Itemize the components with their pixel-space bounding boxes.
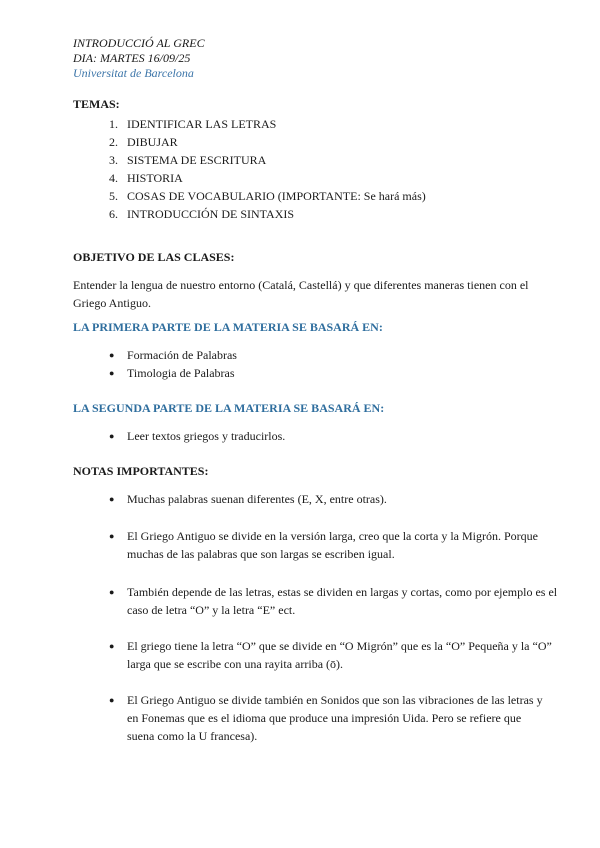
bullet-dot-icon: ● [109, 431, 115, 441]
note-line: También depende de las letras, estas se dividen en largas y cortas, como por ejemplo es el [127, 585, 558, 599]
note-line: Muchas palabras suenan diferentes (E, X, entre otras). [127, 492, 387, 506]
bullet-dot-icon: ● [109, 641, 115, 651]
list-item: COSAS DE VOCABULARIO (IMPORTANTE: Se hará más) [127, 189, 426, 203]
objetivo-text-line: Griego Antiguo. [73, 296, 151, 310]
bullet-dot-icon: ● [109, 695, 115, 705]
list-item: Formación de Palabras [127, 348, 237, 362]
note-line: suena como la U francesa). [127, 729, 258, 743]
list-number: 2. [109, 135, 118, 149]
segunda-parte-heading: LA SEGUNDA PARTE DE LA MATERIA SE BASARÁ EN: [73, 401, 385, 415]
note-line: El Griego Antiguo se divide también en Sonidos que son las vibraciones de las letras y [127, 693, 543, 707]
list-number: 4. [109, 171, 118, 185]
note-line: El griego tiene la letra “O” que se divide en “O Migrón” que es la “O” Pequeña y la “O” [127, 639, 552, 653]
course-title: INTRODUCCIÓ AL GREC [73, 36, 205, 50]
note-line: larga que se escribe con una rayita arriba (ō). [127, 657, 344, 671]
date-line: DIA: MARTES 16/09/25 [73, 51, 191, 65]
note-line: en Fonemas que es el idioma que produce una impresión Uida. Pero se refiere que [127, 711, 522, 725]
bullet-dot-icon: ● [109, 494, 115, 504]
list-number: 1. [109, 117, 118, 131]
objetivo-heading: OBJETIVO DE LAS CLASES: [73, 250, 235, 264]
objetivo-text-line: Entender la lengua de nuestro entorno (Catalá, Castellá) y que diferentes maneras tienen con el [73, 278, 529, 292]
bullet-dot-icon: ● [109, 368, 115, 378]
list-item: IDENTIFICAR LAS LETRAS [127, 117, 277, 131]
note-line: muchas de las palabras que son largas se escriben igual. [127, 547, 395, 561]
bullet-dot-icon: ● [109, 531, 115, 541]
list-number: 6. [109, 207, 118, 221]
list-number: 3. [109, 153, 118, 167]
primera-parte-heading: LA PRIMERA PARTE DE LA MATERIA SE BASARÁ EN: [73, 320, 383, 334]
list-item: DIBUJAR [127, 135, 178, 149]
list-item: HISTORIA [127, 171, 183, 185]
list-item: SISTEMA DE ESCRITURA [127, 153, 267, 167]
bullet-dot-icon: ● [109, 587, 115, 597]
bullet-dot-icon: ● [109, 350, 115, 360]
note-line: El Griego Antiguo se divide en la versión larga, creo que la corta y la Migrón. Porque [127, 529, 538, 543]
university-name: Universitat de Barcelona [73, 66, 194, 80]
list-item: Leer textos griegos y traducirlos. [127, 429, 286, 443]
list-item: INTRODUCCIÓN DE SINTAXIS [127, 207, 295, 221]
list-number: 5. [109, 189, 118, 203]
temas-heading: TEMAS: [73, 97, 120, 111]
notas-heading: NOTAS IMPORTANTES: [73, 464, 209, 478]
note-line: caso de letra “O” y la letra “E” ect. [127, 603, 296, 617]
list-item: Timologia de Palabras [127, 366, 235, 380]
